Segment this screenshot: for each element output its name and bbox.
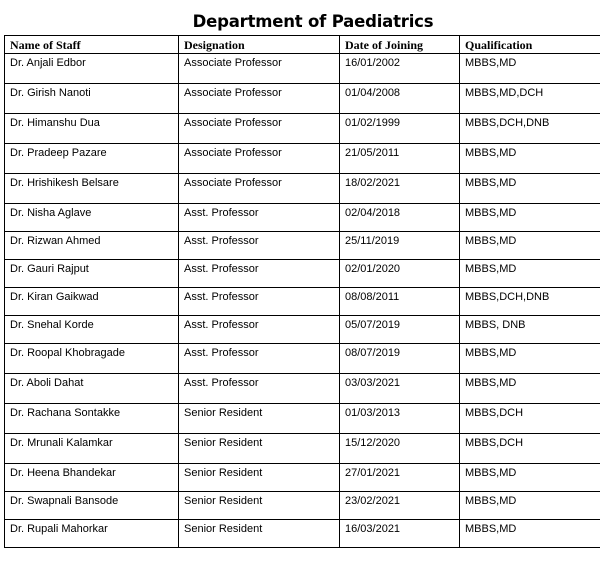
table-row: [5, 84, 600, 114]
cell-designation: Senior Resident: [179, 492, 340, 520]
cell-designation: Asst. Professor: [179, 374, 340, 404]
table-row: [5, 374, 600, 404]
cell-date-of-joining: 16/01/2002: [340, 54, 460, 84]
cell-date-of-joining: 01/03/2013: [340, 404, 460, 434]
table-row: [5, 344, 600, 374]
cell-qualification: MBBS,DCH,DNB: [460, 114, 600, 144]
cell-date-of-joining: 08/07/2019: [340, 344, 460, 374]
table-row: [5, 404, 600, 434]
cell-name: Dr. Swapnali Bansode: [5, 492, 179, 520]
cell-date-of-joining: 25/11/2019: [340, 232, 460, 260]
cell-qualification: MBBS,DCH: [460, 404, 600, 434]
staff-table-body: [5, 54, 600, 548]
cell-name: Dr. Rachana Sontakke: [5, 404, 179, 434]
cell-qualification: MBBS,MD: [460, 144, 600, 174]
cell-qualification: MBBS,MD: [460, 464, 600, 492]
cell-name: Dr. Hrishikesh Belsare: [5, 174, 179, 204]
cell-designation: Senior Resident: [179, 520, 340, 548]
table-row: [5, 204, 600, 232]
cell-designation: Senior Resident: [179, 434, 340, 464]
table-row: [5, 492, 600, 520]
table-row: [5, 114, 600, 144]
cell-designation: Asst. Professor: [179, 260, 340, 288]
cell-date-of-joining: 02/04/2018: [340, 204, 460, 232]
cell-qualification: MBBS,MD: [460, 374, 600, 404]
table-row: [5, 288, 600, 316]
cell-date-of-joining: 27/01/2021: [340, 464, 460, 492]
table-row: [5, 144, 600, 174]
cell-name: Dr. Himanshu Dua: [5, 114, 179, 144]
cell-designation: Associate Professor: [179, 144, 340, 174]
cell-date-of-joining: 16/03/2021: [340, 520, 460, 548]
cell-qualification: MBBS,MD: [460, 520, 600, 548]
cell-designation: Associate Professor: [179, 174, 340, 204]
cell-name: Dr. Mrunali Kalamkar: [5, 434, 179, 464]
cell-designation: Senior Resident: [179, 464, 340, 492]
cell-designation: Senior Resident: [179, 404, 340, 434]
cell-designation: Associate Professor: [179, 84, 340, 114]
cell-qualification: MBBS,MD: [460, 260, 600, 288]
cell-qualification: MBBS,DCH,DNB: [460, 288, 600, 316]
cell-designation: Asst. Professor: [179, 232, 340, 260]
cell-date-of-joining: 21/05/2011: [340, 144, 460, 174]
cell-date-of-joining: 01/04/2008: [340, 84, 460, 114]
cell-name: Dr. Nisha Aglave: [5, 204, 179, 232]
column-header-name: Name of Staff: [5, 36, 179, 54]
cell-name: Dr. Heena Bhandekar: [5, 464, 179, 492]
cell-name: Dr. Rizwan Ahmed: [5, 232, 179, 260]
cell-date-of-joining: 01/02/1999: [340, 114, 460, 144]
table-row: [5, 520, 600, 548]
cell-name: Dr. Snehal Korde: [5, 316, 179, 344]
cell-qualification: MBBS,MD: [460, 204, 600, 232]
table-row: [5, 54, 600, 84]
column-header-date-of-joining: Date of Joining: [340, 36, 460, 54]
cell-date-of-joining: 23/02/2021: [340, 492, 460, 520]
column-header-designation: Designation: [179, 36, 340, 54]
cell-qualification: MBBS,MD: [460, 232, 600, 260]
cell-name: Dr. Pradeep Pazare: [5, 144, 179, 174]
table-row: [5, 260, 600, 288]
cell-name: Dr. Kiran Gaikwad: [5, 288, 179, 316]
cell-name: Dr. Girish Nanoti: [5, 84, 179, 114]
cell-qualification: MBBS,MD,DCH: [460, 84, 600, 114]
cell-designation: Asst. Professor: [179, 344, 340, 374]
cell-name: Dr. Rupali Mahorkar: [5, 520, 179, 548]
table-row: [5, 464, 600, 492]
cell-date-of-joining: 18/02/2021: [340, 174, 460, 204]
cell-qualification: MBBS,MD: [460, 344, 600, 374]
table-header-row: [5, 36, 600, 54]
cell-qualification: MBBS, DNB: [460, 316, 600, 344]
cell-name: Dr. Roopal Khobragade: [5, 344, 179, 374]
cell-qualification: MBBS,DCH: [460, 434, 600, 464]
cell-designation: Asst. Professor: [179, 288, 340, 316]
cell-designation: Asst. Professor: [179, 316, 340, 344]
cell-name: Dr. Aboli Dahat: [5, 374, 179, 404]
cell-designation: Associate Professor: [179, 114, 340, 144]
cell-name: Dr. Anjali Edbor: [5, 54, 179, 84]
cell-designation: Associate Professor: [179, 54, 340, 84]
cell-date-of-joining: 08/08/2011: [340, 288, 460, 316]
cell-date-of-joining: 05/07/2019: [340, 316, 460, 344]
column-header-qualification: Qualification: [460, 36, 600, 54]
table-row: [5, 174, 600, 204]
page-title: Department of Paediatrics: [192, 12, 434, 31]
cell-date-of-joining: 03/03/2021: [340, 374, 460, 404]
cell-date-of-joining: 02/01/2020: [340, 260, 460, 288]
cell-designation: Asst. Professor: [179, 204, 340, 232]
staff-table: [4, 35, 600, 548]
cell-qualification: MBBS,MD: [460, 54, 600, 84]
cell-name: Dr. Gauri Rajput: [5, 260, 179, 288]
table-row: [5, 316, 600, 344]
table-row: [5, 232, 600, 260]
cell-qualification: MBBS,MD: [460, 174, 600, 204]
cell-qualification: MBBS,MD: [460, 492, 600, 520]
cell-date-of-joining: 15/12/2020: [340, 434, 460, 464]
table-row: [5, 434, 600, 464]
